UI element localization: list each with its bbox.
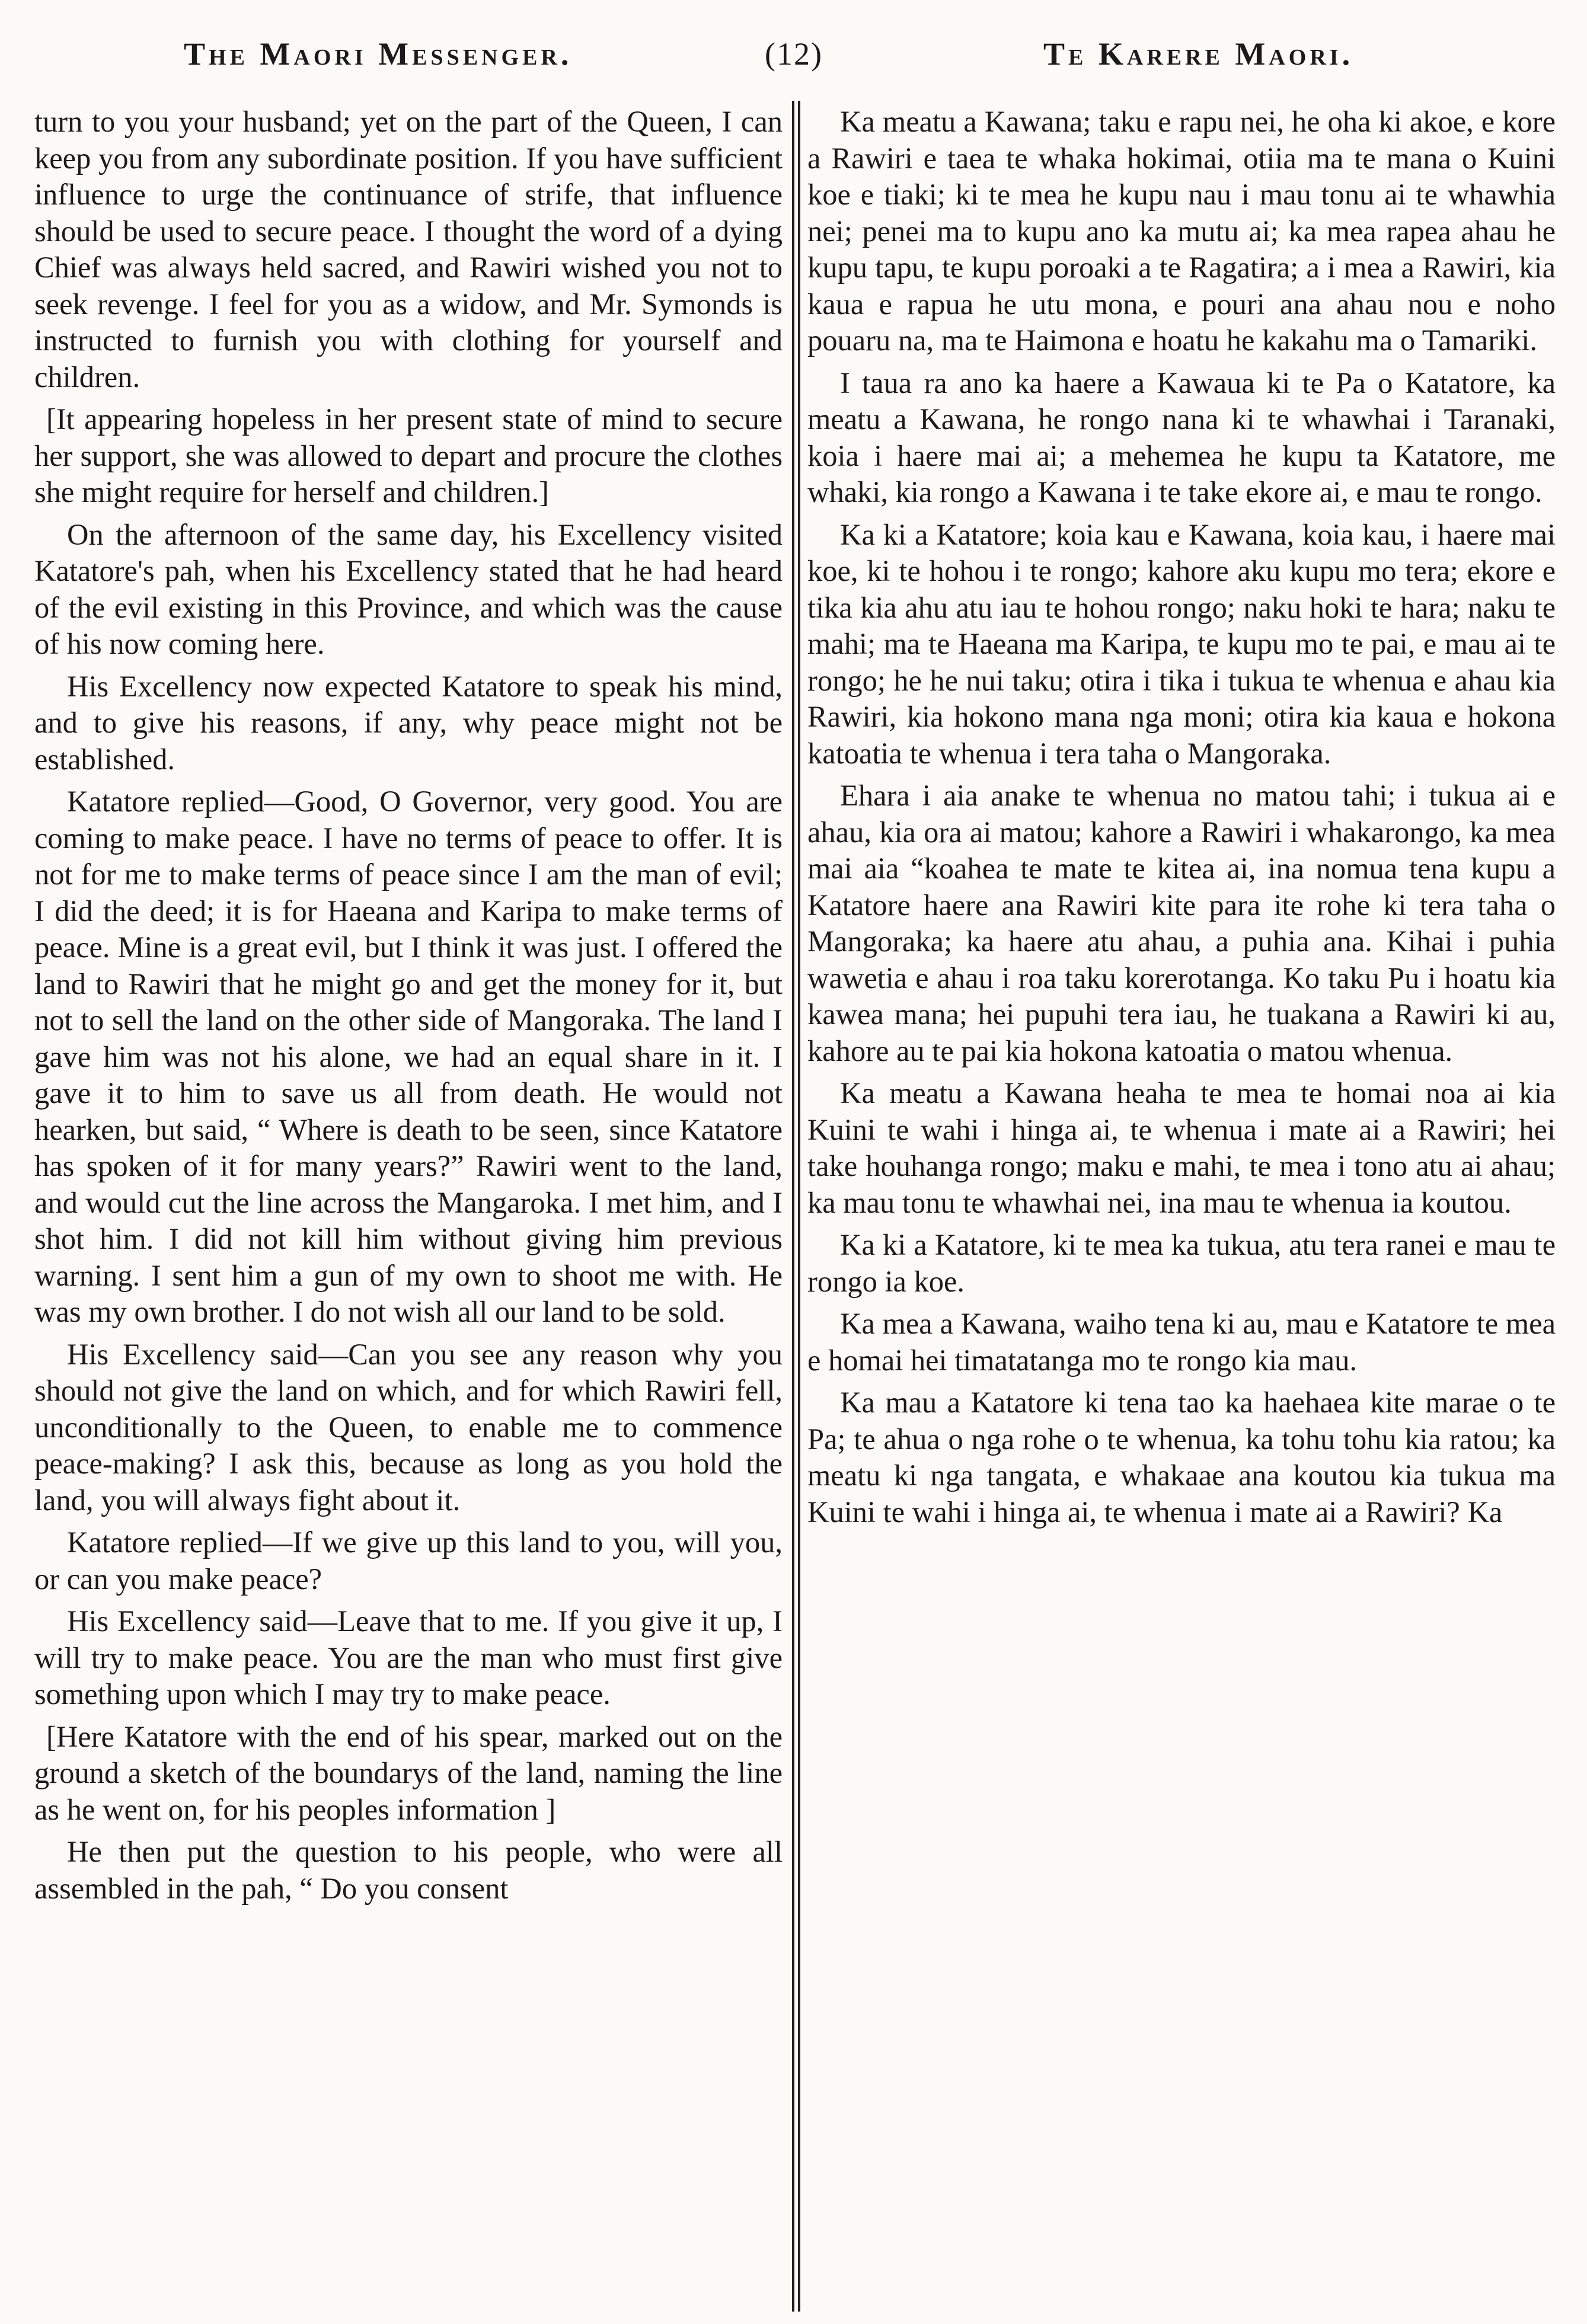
english-paragraph: His Excellency said—Leave that to me. If you give it up, I will try to make peace. You are the man who must first give something upon which I may try to make peace. — [34, 1604, 783, 1711]
english-paragraph: Katatore replied—If we give up this land to you, will you, or can you make peace? — [34, 1526, 783, 1596]
maori-column — [807, 104, 1556, 2315]
page-header — [24, 24, 1563, 89]
english-paragraph: turn to you your husband; yet on the part of the Queen, I can keep you from any subordinate position. If you have sufficient influence to urge the continuance of strife, that influence should be used to secure peace. I thought the word of a dying Chief was always held sacred, and Rawiri wished you not to seek revenge. I feel for you as a widow, and Mr. Symonds is instructed to furnish you with clothing for yourself and children. — [34, 105, 783, 394]
maori-paragraph: Ehara i aia anake te whenua no matou tahi; i tukua ai e ahau, kia ora ai matou; kahore a Rawiri i whakarongo, ka mea mai aia “koahea te mate te kitea ai, ina nomua tena kupu a Katatore haere ana Rawiri kite para ite rohe ki tera taha o Mangoraka; ka haere atu ahau, a puhia ana. Kihai i puhia wawetia e ahau i roa taku korerotanga. Ko taku Pu i hoatu kia kawea mana; hei pupuhi tera iau, he tuakana a Rawiri ki au, kahore au te pai kia hokona katoatia o matou whenua. — [807, 779, 1556, 1067]
maori-paragraph: Ka ki a Katatore; koia kau e Kawana, koia kau, i haere mai koe, ki te hohou i te rongo; kahore aku kupu mo tera; ekore e tika kia ahu atu iau te hohou rongo; naku hoki te hara; naku te mahi; ma te Haeana ma Karipa, te kupu mo te pai, e mau ai te rongo; he he nui taku; otira i tika i tukua te whenua e ahau kia Rawiri, kia hokono mana nga moni; otira kia kaua e hokona katoatia te whenua i tera taha o Mangoraka. — [807, 517, 1556, 770]
column-rule-right — [798, 101, 800, 2312]
english-paragraph: On the afternoon of the same day, his Excellency visited Katatore's pah, when his Excellency stated that he had heard of the evil existing in this Province, and which was the cause of his now coming here. — [34, 517, 783, 660]
maori-paragraph: Ka mea a Kawana, waiho tena ki au, mau e Katatore te mea e homai hei timatatanga mo te rongo kia mau. — [807, 1307, 1556, 1377]
english-paragraph: Katatore replied—Good, O Governor, very good. You are coming to make peace. I have no terms of peace to offer. It is not for me to make terms of peace since I am the man of evil; I did the deed; it is for Haeana and Karipa to make terms of peace. Mine is a great evil, but I think it was just. I offered the land to Rawiri that he might go and get the money for it, but not to sell the land on the other side of Mangoraka. The land I gave him was not his alone, we had an equal share in it. I gave it to him to save us all from death. He would not hearken, but said, “ Where is death to be seen, since Katatore has spoken of it for many years?” Rawiri went to the land, and would cut the line across the Mangaroka. I met him, and I shot him. I did not kill him without giving him previous warning. I sent him a gun of my own to shoot me with. He was my own brother. I do not wish all our land to be sold. — [34, 785, 783, 1328]
maori-paragraph: Ka meatu a Kawana heaha te mea te homai noa ai kia Kuini te wahi i hinga ai, te whenua i mate ai a Rawiri; hei take houhanga rongo; maku e mahi, te mea i tono atu ai ahau; ka mau tonu te whawhai nei, ina mau te whenua ia koutou. — [807, 1076, 1556, 1219]
english-masthead: The Maori Messenger. — [184, 36, 573, 72]
english-paragraph: His Excellency said—Can you see any reason why you should not give the land on which, and for which Rawiri fell, unconditionally to the Queen, to enable me to commence peace-making? I ask this, because as long as you hold the land, you will always fight about it. — [34, 1337, 783, 1517]
english-column — [34, 104, 783, 2315]
column-rule-left — [792, 101, 794, 2312]
english-paragraph: [Here Katatore with the end of his spear, marked out on the ground a sketch of the boundarys of the land, naming the line as he went on, for his peoples information ] — [34, 1719, 783, 1826]
maori-masthead: Te Karere Maori. — [1043, 36, 1354, 72]
english-paragraph: His Excellency now expected Katatore to speak his mind, and to give his reasons, if any, why peace might not be established. — [34, 669, 783, 776]
page-number: (12) — [765, 36, 823, 72]
maori-paragraph: Ka ki a Katatore, ki te mea ka tukua, atu tera ranei e mau te rongo ia koe. — [807, 1228, 1556, 1298]
maori-paragraph: Ka mau a Katatore ki tena tao ka haehaea kite marae o te Pa; te ahua o nga rohe o te whenua, ka tohu tohu kia ratou; ka meatu ki nga tangata, e whakaae ana koutou kia tukua ma Kuini te wahi i hinga ai, te whenua i mate ai a Rawiri? Ka — [807, 1386, 1556, 1529]
english-paragraph: He then put the question to his people, who were all assembled in the pah, “ Do you consent — [34, 1835, 783, 1905]
maori-paragraph: Ka meatu a Kawana; taku e rapu nei, he oha ki akoe, e kore a Rawiri e taea te whaka hokimai, otiia ma te mana o Kuini koe e tiaki; ki te mea he kupu nau i mau tonu ai te whawhia nei; penei ma to kupu ano ka mutu ai; ka mea rapea ahau he kupu tapu, te kupu poroaki a te Ragatira; a i mea a Rawiri, kia kaua e rapua he utu mona, e pouri ana ahau nou e noho pouaru na, ma te Haimona e hoatu he kakahu ma o Tamariki. — [807, 105, 1556, 357]
english-paragraph: [It appearing hopeless in her present state of mind to secure her support, she was allowed to depart and procure the clothes she might require for herself and children.] — [34, 402, 783, 509]
maori-paragraph: I taua ra ano ka haere a Kawaua ki te Pa o Katatore, ka meatu a Kawana, he rongo nana ki te whawhai i Taranaki, koia i haere mai ai; a mehemea he kupu ta Katatore, me whaki, kia rongo a Kawana i te take ekore ai, e mau te rongo. — [807, 366, 1556, 509]
